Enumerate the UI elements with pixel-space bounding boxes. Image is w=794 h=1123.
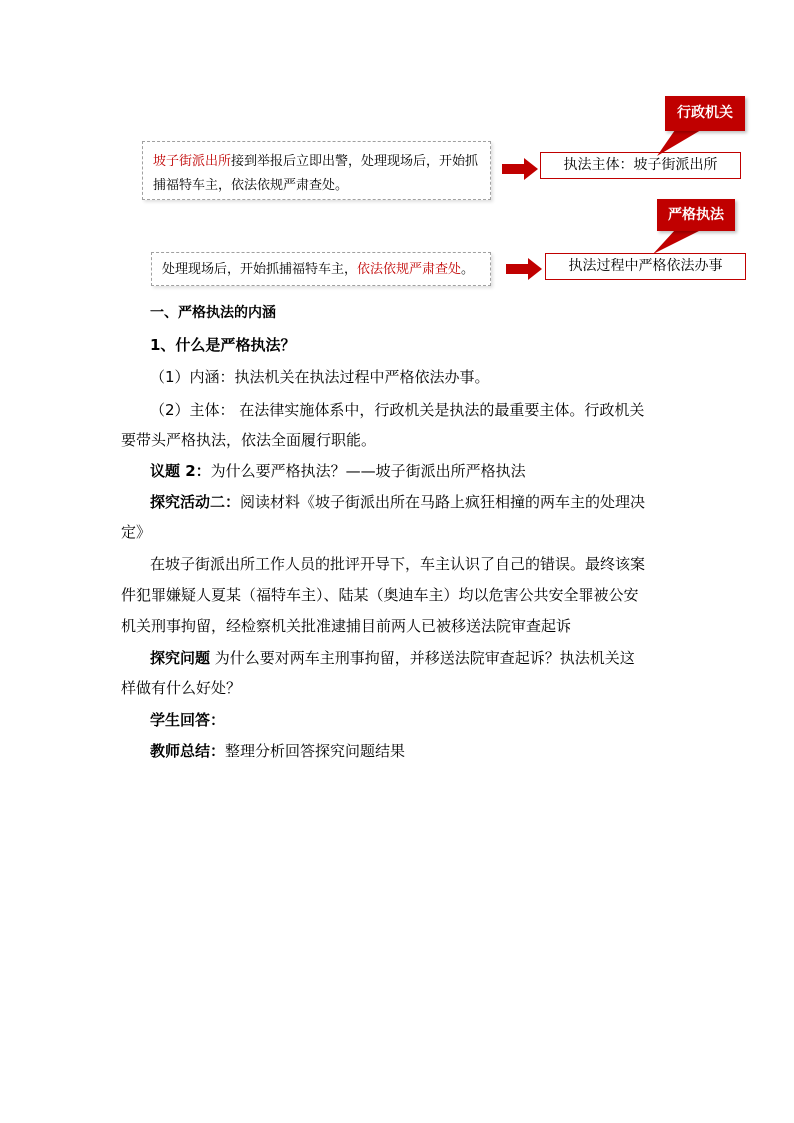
activity-text: 阅读材料《坡子街派出所在马路上疯狂相撞的两车主的处理决 (240, 493, 646, 511)
activity-line2: 定》 (121, 523, 152, 541)
material-line3: 机关刑事拘留，经检察机关批准逮捕目前两人已被移送法院审查起诉 (121, 617, 572, 635)
question-text: 为什么要对两车主刑事拘留，并移送法院审查起诉？执法机关这 (210, 649, 635, 667)
teacher-text: 整理分析回答探究问题结果 (225, 742, 406, 760)
source-box-2-highlight: 依法依规严肃查处 (357, 262, 462, 277)
student-answer-label: 学生回答： (150, 711, 226, 729)
question-line2: 样做有什么好处？ (121, 679, 242, 697)
section-heading: 一、严格执法的内涵 (150, 305, 276, 321)
teacher-summary (150, 736, 405, 767)
source-box-2 (151, 252, 491, 286)
material-line2: 件犯罪嫌疑人夏某（福特车主）、陆某（奥迪车主）均以危害公共安全罪被公安 (121, 586, 639, 604)
result-box-2: 执法过程中严格依法办事 (545, 253, 746, 280)
callout-1-label: 行政机关 (665, 96, 745, 131)
paragraph-subject-line1: （2）主体： 在法律实施体系中，行政机关是执法的最重要主体。行政机关 (150, 401, 645, 419)
question-label: 探究问题 (150, 649, 211, 667)
source-box-1-text: 接到举报后立即出警，处理现场后，开始抓捕福特车主，依法依规严肃查处。 (153, 154, 479, 193)
paragraph-subject-line2: 要带头严格执法，依法全面履行职能。 (121, 431, 377, 449)
source-box-1 (142, 141, 491, 200)
topic-2 (150, 456, 526, 487)
result-box-1: 执法主体：坡子街派出所 (540, 152, 741, 179)
teacher-label: 教师总结： (150, 742, 226, 760)
callout-2 (645, 199, 745, 255)
question-line1 (150, 643, 635, 674)
callout-1 (645, 96, 745, 158)
callout-2-label: 严格执法 (657, 199, 735, 231)
source-box-2-text: 处理现场后，开始抓捕福特车主， (162, 262, 358, 277)
activity-label: 探究活动二： (150, 493, 241, 511)
question-heading: 1、什么是严格执法？ (150, 336, 296, 354)
material-line1: 在坡子街派出所工作人员的批评开导下，车主认识了自己的错误。最终该案 (150, 555, 646, 573)
activity-line1 (150, 487, 645, 518)
right-arrow-icon (506, 258, 542, 280)
source-box-2-end: 。 (461, 262, 475, 277)
paragraph-definition: （1）内涵：执法机关在执法过程中严格依法办事。 (150, 368, 490, 386)
topic-2-text: 为什么要严格执法？——坡子街派出所严格执法 (210, 462, 526, 480)
source-box-1-highlight: 坡子街派出所 (153, 154, 232, 169)
right-arrow-icon (502, 158, 538, 180)
topic-2-label: 议题 2： (150, 462, 211, 480)
